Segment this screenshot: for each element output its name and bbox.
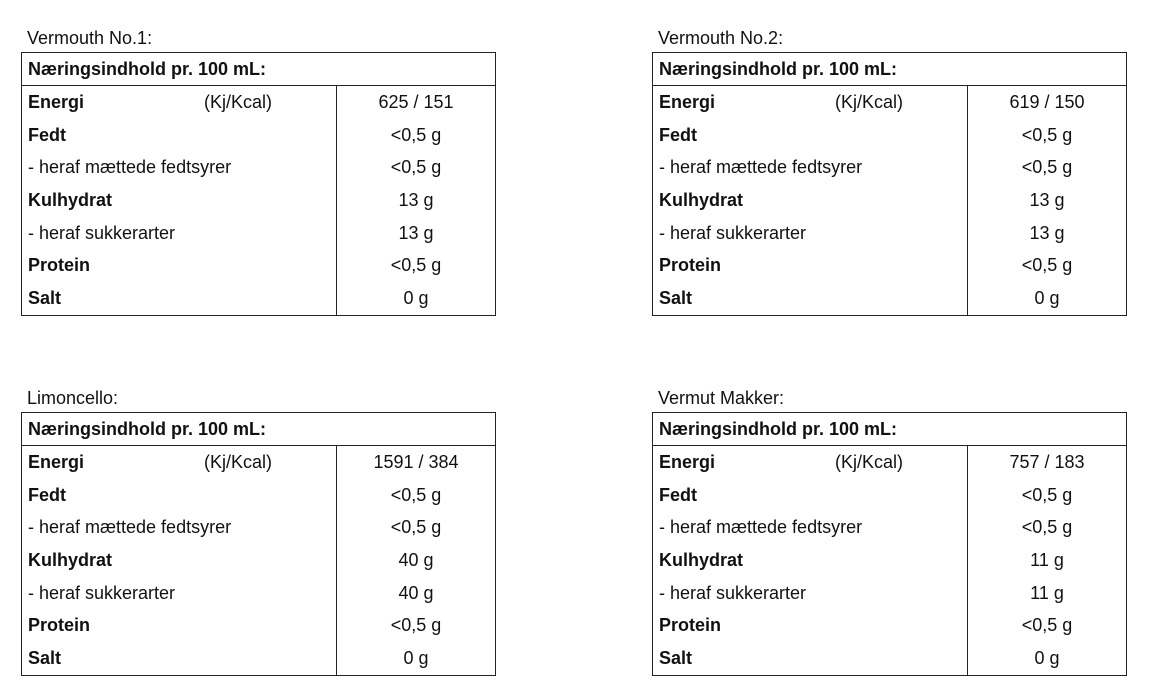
row-label: - heraf sukkerarter <box>28 582 176 603</box>
row-label-cell <box>653 544 968 577</box>
row-label-cell <box>22 544 337 577</box>
row-label-cell <box>22 249 337 282</box>
row-value: 0 g <box>1034 648 1060 669</box>
row-label: Fedt <box>659 124 697 145</box>
table-row <box>22 577 495 610</box>
nutrition-table <box>21 52 496 316</box>
row-label-cell <box>22 642 337 675</box>
table-row <box>653 249 1126 282</box>
row-label-cell <box>653 151 968 184</box>
row-label-cell <box>653 249 968 282</box>
row-label-cell <box>22 609 337 642</box>
table-row <box>653 642 1126 675</box>
row-label-cell <box>22 119 337 152</box>
row-label-cell <box>653 642 968 675</box>
table-row <box>22 86 495 119</box>
table-row <box>22 119 495 152</box>
row-label-cell <box>653 479 968 512</box>
row-value: 13 g <box>398 222 434 243</box>
row-label-cell <box>22 184 337 217</box>
row-label: Protein <box>28 255 91 276</box>
table-row <box>653 544 1126 577</box>
row-label-cell <box>22 446 337 479</box>
nutrition-table <box>21 412 496 676</box>
table-header: Næringsindhold pr. 100 mL: <box>653 413 1126 446</box>
row-label: Fedt <box>28 124 66 145</box>
row-value: 757 / 183 <box>1009 452 1085 472</box>
row-unit: (Kj/Kcal) <box>835 452 904 472</box>
table-row <box>22 249 495 282</box>
table-row <box>653 184 1126 217</box>
table-row <box>653 119 1126 152</box>
row-unit: (Kj/Kcal) <box>204 92 273 112</box>
table-row <box>22 642 495 675</box>
row-label: - heraf sukkerarter <box>659 582 807 603</box>
table-row <box>22 511 495 544</box>
row-value: <0,5 g <box>1021 255 1073 276</box>
row-label: Salt <box>28 648 62 669</box>
row-label-cell <box>22 151 337 184</box>
table-header: Næringsindhold pr. 100 mL: <box>653 53 1126 86</box>
row-value: 619 / 150 <box>1009 92 1085 112</box>
table-row <box>22 151 495 184</box>
row-label: Protein <box>659 615 722 636</box>
row-label: Fedt <box>28 484 66 505</box>
row-label-cell <box>653 609 968 642</box>
row-label: Salt <box>659 288 693 309</box>
table-row <box>653 511 1126 544</box>
row-value: 13 g <box>1029 190 1065 211</box>
row-value: 1591 / 384 <box>373 452 459 472</box>
row-value: <0,5 g <box>390 517 442 538</box>
row-value: 0 g <box>403 648 429 669</box>
row-label: - heraf mættede fedtsyrer <box>28 517 232 538</box>
row-unit: (Kj/Kcal) <box>204 452 273 472</box>
row-label-cell <box>22 86 337 119</box>
row-value: <0,5 g <box>390 124 442 145</box>
row-label: Kulhydrat <box>659 550 744 571</box>
row-label: Fedt <box>659 484 697 505</box>
row-label-cell <box>653 119 968 152</box>
row-label: Protein <box>659 255 722 276</box>
row-value: <0,5 g <box>390 157 442 178</box>
row-label: - heraf mættede fedtsyrer <box>659 517 863 538</box>
row-value: 625 / 151 <box>378 92 454 112</box>
row-label: Kulhydrat <box>659 190 744 211</box>
table-row <box>22 609 495 642</box>
row-value: <0,5 g <box>390 484 442 505</box>
row-label: Salt <box>28 288 62 309</box>
row-value: 40 g <box>398 550 434 571</box>
row-label-cell <box>653 577 968 610</box>
row-label-cell <box>22 282 337 315</box>
row-value: <0,5 g <box>1021 517 1073 538</box>
table-row <box>653 151 1126 184</box>
row-label-cell <box>22 577 337 610</box>
row-label: Salt <box>659 648 693 669</box>
row-label: Energi <box>659 452 716 472</box>
table-row <box>653 446 1126 479</box>
nutrition-block-vermouth-no2 <box>652 27 1127 316</box>
nutrition-block-vermouth-no1 <box>21 27 496 316</box>
row-value: <0,5 g <box>1021 157 1073 178</box>
row-label-cell <box>22 511 337 544</box>
row-label-cell <box>22 479 337 512</box>
row-value: 13 g <box>1029 222 1065 243</box>
row-label: Energi <box>659 92 716 112</box>
table-row <box>22 184 495 217</box>
row-value: 11 g <box>1030 582 1064 603</box>
row-label: Energi <box>28 92 85 112</box>
table-row <box>22 282 495 315</box>
table-row <box>653 282 1126 315</box>
table-row <box>653 479 1126 512</box>
row-value: <0,5 g <box>1021 615 1073 636</box>
row-value: <0,5 g <box>1021 484 1073 505</box>
row-label: - heraf sukkerarter <box>659 222 807 243</box>
row-label: - heraf mættede fedtsyrer <box>28 157 232 178</box>
row-value: <0,5 g <box>1021 124 1073 145</box>
row-label: Kulhydrat <box>28 190 113 211</box>
product-title: Vermouth No.2: <box>658 28 784 48</box>
table-row <box>653 217 1126 250</box>
row-label: Kulhydrat <box>28 550 113 571</box>
row-label-cell <box>653 282 968 315</box>
row-value: 0 g <box>1034 288 1060 309</box>
row-label-cell <box>22 217 337 250</box>
row-label-cell <box>653 446 968 479</box>
row-value: 13 g <box>398 190 434 211</box>
table-row <box>22 479 495 512</box>
row-value: 0 g <box>403 288 429 309</box>
nutrition-table <box>652 412 1127 676</box>
nutrition-block-vermut-makker <box>652 387 1127 676</box>
nutrition-block-limoncello <box>21 387 496 676</box>
table-header: Næringsindhold pr. 100 mL: <box>22 53 495 86</box>
row-label: - heraf mættede fedtsyrer <box>659 157 863 178</box>
row-label-cell <box>653 184 968 217</box>
product-title: Vermut Makker: <box>658 388 785 408</box>
table-row <box>653 577 1126 610</box>
row-label-cell <box>653 511 968 544</box>
table-row <box>653 86 1126 119</box>
table-header: Næringsindhold pr. 100 mL: <box>22 413 495 446</box>
row-label: Protein <box>28 615 91 636</box>
row-label-cell <box>653 86 968 119</box>
nutrition-table <box>652 52 1127 316</box>
product-title: Limoncello: <box>27 388 119 408</box>
product-title: Vermouth No.1: <box>27 28 153 48</box>
table-row <box>22 544 495 577</box>
row-value: <0,5 g <box>390 255 442 276</box>
table-row <box>22 446 495 479</box>
row-label: Energi <box>28 452 85 472</box>
row-value: <0,5 g <box>390 615 442 636</box>
row-label: - heraf sukkerarter <box>28 222 176 243</box>
row-unit: (Kj/Kcal) <box>835 92 904 112</box>
table-row <box>653 609 1126 642</box>
row-value: 11 g <box>1030 550 1064 571</box>
table-row <box>22 217 495 250</box>
row-label-cell <box>653 217 968 250</box>
row-value: 40 g <box>398 582 434 603</box>
